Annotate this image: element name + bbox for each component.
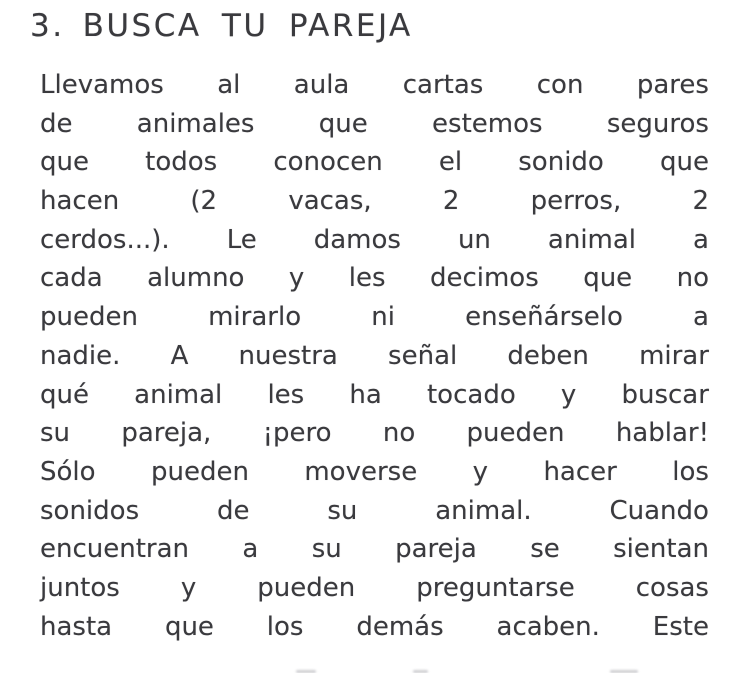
text-line xyxy=(40,221,709,260)
word: animal xyxy=(547,224,637,255)
word: se xyxy=(530,534,560,565)
word: a xyxy=(693,302,709,333)
word: cerdos...). xyxy=(40,224,170,255)
word: sonido xyxy=(518,147,604,178)
word: su xyxy=(327,495,358,526)
heading-number: 3. xyxy=(30,8,65,44)
word: su xyxy=(311,534,342,565)
word: tocado xyxy=(426,379,516,410)
text-line xyxy=(40,492,709,531)
word: Sólo xyxy=(40,456,96,487)
word: 2 xyxy=(692,186,709,217)
word: nadie. xyxy=(40,340,121,371)
word: enseñárselo xyxy=(465,302,623,333)
word: conocen xyxy=(273,147,383,178)
word: pueden xyxy=(40,302,138,333)
word: aula xyxy=(293,70,350,100)
word: hasta xyxy=(40,611,113,642)
word: pueden xyxy=(150,456,249,487)
word: hacen xyxy=(40,186,120,217)
word: todos xyxy=(145,147,218,178)
word: estemos xyxy=(432,108,543,139)
word: (2 xyxy=(190,186,218,217)
word: seguros xyxy=(606,108,709,139)
word: juntos xyxy=(40,572,120,603)
word: sonidos xyxy=(40,495,140,526)
heading-title: BUSCA TU PAREJA xyxy=(82,8,413,44)
word: a xyxy=(693,224,709,255)
word: Llevamos xyxy=(40,70,164,100)
word: animal. xyxy=(435,495,532,526)
paragraph xyxy=(40,66,709,646)
word: 2 xyxy=(442,186,460,217)
word: que xyxy=(660,147,709,178)
word: Este xyxy=(652,611,709,642)
word: preguntarse xyxy=(416,572,575,603)
word: ¡pero xyxy=(262,418,332,449)
word: de xyxy=(216,495,250,526)
word: acaben. xyxy=(496,611,600,642)
section-heading xyxy=(30,6,413,46)
text-line xyxy=(40,453,709,492)
word: nuestra xyxy=(238,340,338,371)
word: y xyxy=(180,572,197,603)
word: moverse xyxy=(304,456,418,487)
word: no xyxy=(382,418,416,449)
word: a xyxy=(242,534,259,565)
word: pareja, xyxy=(121,418,212,449)
cropped-next-line-hint xyxy=(0,667,750,673)
word: cartas xyxy=(402,70,484,100)
word: pueden xyxy=(257,572,356,603)
word: y xyxy=(472,456,489,487)
word: mirarlo xyxy=(208,302,302,333)
word: un xyxy=(457,224,491,255)
word: al xyxy=(217,70,241,100)
text-line xyxy=(40,569,709,608)
word: pares xyxy=(636,70,709,100)
text-line xyxy=(40,530,709,569)
text-line xyxy=(40,337,709,376)
word: Le xyxy=(226,224,257,255)
word: con xyxy=(536,70,584,100)
word: que xyxy=(40,147,89,178)
word: A xyxy=(170,340,189,371)
word: encuentran xyxy=(40,534,190,565)
word: cosas xyxy=(635,572,709,603)
word: les xyxy=(267,379,305,410)
word: perros, xyxy=(530,186,622,217)
word: pareja xyxy=(395,534,477,565)
word: vacas, xyxy=(288,186,372,217)
word: no xyxy=(676,263,709,294)
word: pueden xyxy=(466,418,565,449)
text-line xyxy=(40,608,709,647)
word: les xyxy=(348,263,386,294)
text-line xyxy=(40,414,709,453)
word: hacer xyxy=(543,456,617,487)
word: los xyxy=(266,611,304,642)
word: animal xyxy=(134,379,223,410)
word: animales xyxy=(136,108,255,139)
word: damos xyxy=(313,224,401,255)
text-line xyxy=(40,376,709,415)
word: el xyxy=(438,147,463,178)
word: ni xyxy=(371,302,395,333)
word: qué xyxy=(40,379,89,410)
text-line xyxy=(40,259,709,298)
word: buscar xyxy=(621,379,709,410)
word: cada xyxy=(40,263,103,294)
word: ha xyxy=(349,379,382,410)
word: hablar! xyxy=(615,418,709,449)
word: demás xyxy=(356,611,444,642)
word: alumno xyxy=(147,263,245,294)
word: su xyxy=(40,418,71,449)
word: y xyxy=(560,379,577,410)
word: de xyxy=(40,108,73,139)
word: que xyxy=(164,611,214,642)
text-line xyxy=(40,105,709,144)
word: señal xyxy=(388,340,458,371)
word: que xyxy=(583,263,633,294)
word: deben xyxy=(507,340,589,371)
text-line xyxy=(40,182,709,221)
word: y xyxy=(288,263,305,294)
word: Cuando xyxy=(609,495,709,526)
text-line xyxy=(40,298,709,337)
word: decimos xyxy=(429,263,539,294)
word: mirar xyxy=(639,340,709,371)
word: los xyxy=(672,456,709,487)
text-line xyxy=(40,66,709,105)
text-line xyxy=(40,143,709,182)
word: sientan xyxy=(613,534,709,565)
word: que xyxy=(318,108,368,139)
